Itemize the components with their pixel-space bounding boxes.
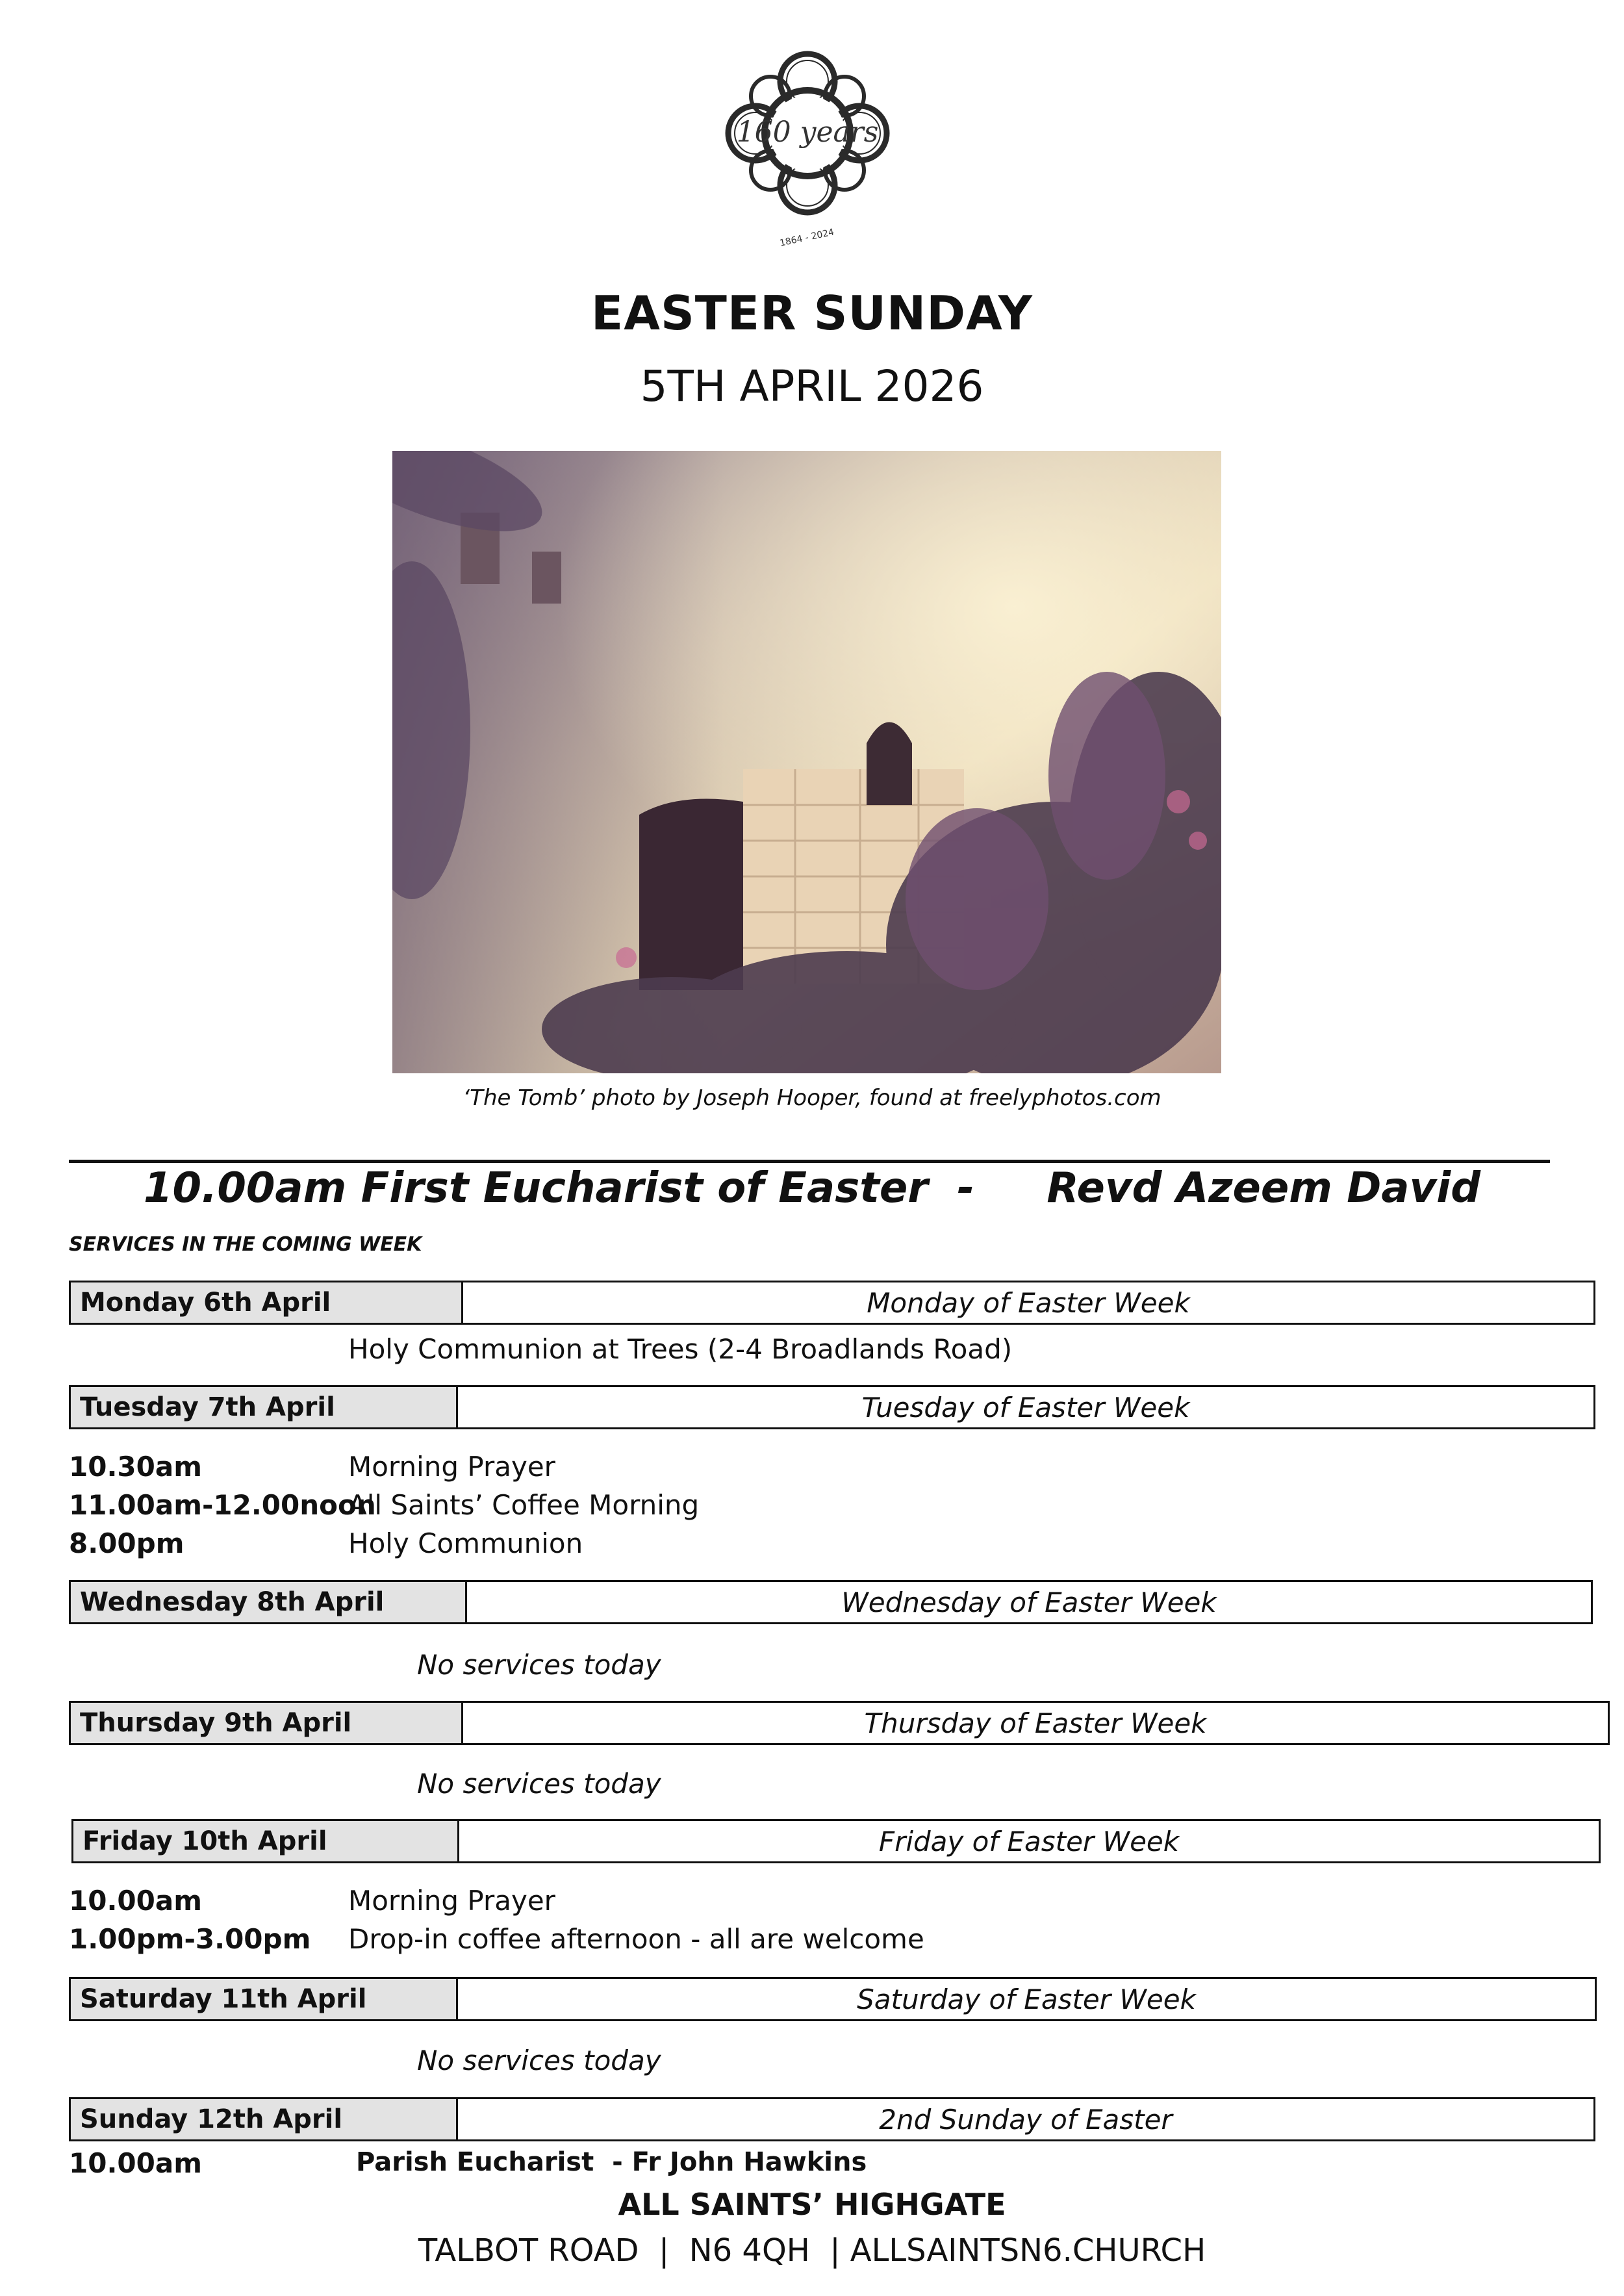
day-header-friday	[71, 1819, 1601, 1863]
day-header-wednesday	[69, 1580, 1593, 1624]
page-date: 5TH APRIL 2026	[640, 361, 984, 411]
day-header-thursday	[69, 1701, 1610, 1745]
day-feast: Wednesday of Easter Week	[841, 1586, 1217, 1618]
event-time: 10.30am	[69, 1451, 202, 1483]
divider-rule	[69, 1160, 1550, 1163]
day-name: Wednesday 8th April	[71, 1582, 467, 1622]
day-name: Saturday 11th April	[71, 1979, 458, 2019]
day-note: No services today	[417, 2045, 661, 2076]
tomb-photo-image	[392, 451, 1221, 1073]
footer-church-name: ALL SAINTS’ HIGHGATE	[618, 2187, 1006, 2222]
day-header-tuesday	[69, 1385, 1595, 1429]
main-service-headline: 10.00am First Eucharist of Easter - Revd Azeem David	[143, 1164, 1481, 1212]
logo-years-text: 160 years	[736, 116, 879, 149]
services-section-label: SERVICES IN THE COMING WEEK	[69, 1233, 422, 1256]
event-title: Morning Prayer	[348, 1451, 555, 1483]
day-feast: Tuesday of Easter Week	[861, 1391, 1190, 1423]
event-time: 10.00am	[69, 2147, 202, 2179]
day-name: Monday 6th April	[71, 1282, 463, 1323]
event-time: 1.00pm-3.00pm	[69, 1923, 311, 1955]
day-header-sunday	[69, 2097, 1595, 2141]
day-note: No services today	[417, 1768, 661, 1800]
day-name: Sunday 12th April	[71, 2099, 458, 2139]
anniversary-logo	[720, 45, 895, 253]
photo-caption: ‘The Tomb’ photo by Joseph Hooper, found at freelyphotos.com	[463, 1085, 1161, 1111]
event-title: All Saints’ Coffee Morning	[348, 1489, 700, 1521]
page-title: EASTER SUNDAY	[591, 286, 1033, 340]
day-feast: Thursday of Easter Week	[864, 1707, 1207, 1739]
day-name: Tuesday 7th April	[71, 1387, 458, 1427]
day-name: Thursday 9th April	[71, 1703, 463, 1743]
event-time: 8.00pm	[69, 1527, 184, 1559]
day-feast: Saturday of Easter Week	[857, 1983, 1196, 2015]
event-title: Parish Eucharist - Fr John Hawkins	[356, 2147, 867, 2177]
day-note: Holy Communion at Trees (2-4 Broadlands Road)	[348, 1333, 1013, 1365]
event-title: Drop-in coffee afternoon - all are welcome	[348, 1923, 924, 1955]
event-time: 11.00am-12.00noon	[69, 1489, 376, 1521]
tomb-photo	[392, 451, 1221, 1073]
event-title: Morning Prayer	[348, 1885, 555, 1917]
footer-address: TALBOT ROAD | N6 4QH | ALLSAINTSN6.CHURCH	[418, 2232, 1206, 2269]
day-feast: Monday of Easter Week	[867, 1286, 1190, 1319]
day-feast: Friday of Easter Week	[878, 1825, 1180, 1857]
day-name: Friday 10th April	[73, 1821, 459, 1861]
event-title: Holy Communion	[348, 1527, 583, 1559]
day-header-saturday	[69, 1977, 1597, 2021]
event-time: 10.00am	[69, 1885, 202, 1917]
day-header-monday	[69, 1281, 1595, 1325]
day-feast: 2nd Sunday of Easter	[879, 2103, 1173, 2136]
quatrefoil-logo-icon	[720, 45, 895, 253]
day-note: No services today	[417, 1649, 661, 1681]
logo-dates-text: 1864 - 2024	[778, 227, 835, 249]
